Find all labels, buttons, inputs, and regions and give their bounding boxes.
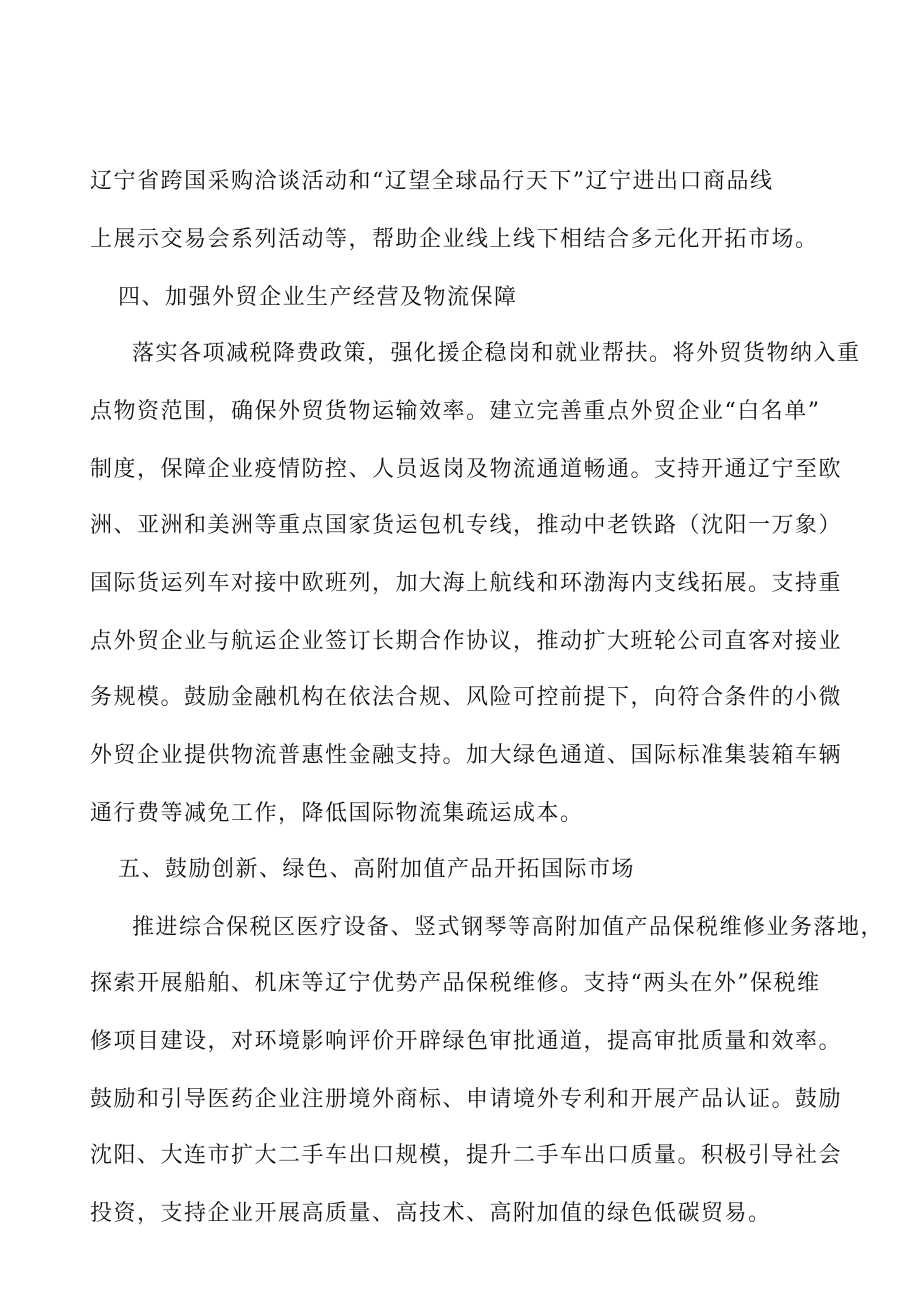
paragraph-line: 推进综合保税区医疗设备、竖式钢琴等高附加值产品保税维修业务落地，	[132, 915, 885, 940]
paragraph-line: 沈阳、大连市扩大二手车出口规模，提升二手车出口质量。积极引导社会	[90, 1143, 843, 1168]
paragraph-line: 通行费等减免工作，降低国际物流集疏运成本。	[90, 801, 584, 826]
paragraph-line: 点外贸企业与航运企业签订长期合作协议，推动扩大班轮公司直客对接业	[90, 629, 843, 654]
paragraph-line: 辽宁省跨国采购洽谈活动和“辽望全球品行天下”辽宁进出口商品线	[90, 169, 774, 194]
paragraph-line: 制度，保障企业疫情防控、人员返岗及物流通道畅通。支持开通辽宁至欧	[90, 457, 843, 482]
paragraph-line: 鼓励和引导医药企业注册境外商标、申请境外专利和开展产品认证。鼓励	[90, 1087, 843, 1112]
paragraph-line: 外贸企业提供物流普惠性金融支持。加大绿色通道、国际标准集装箱车辆	[90, 743, 843, 768]
paragraph-line: 探索开展船舶、机床等辽宁优势产品保税维修。支持“两头在外”保税维	[90, 971, 821, 996]
paragraph-line: 投资，支持企业开展高质量、高技术、高附加值的绿色低碳贸易。	[90, 1201, 772, 1226]
section-heading-5: 五、鼓励创新、绿色、高附加值产品开拓国际市场	[118, 857, 636, 882]
paragraph-line: 落实各项减税降费政策，强化援企稳岗和就业帮扶。将外贸货物纳入重	[132, 341, 861, 366]
paragraph-line: 洲、亚洲和美洲等重点国家货运包机专线，推动中老铁路（沈阳一万象）	[90, 513, 843, 538]
section-heading-4: 四、加强外贸企业生产经营及物流保障	[118, 285, 518, 310]
paragraph-line: 修项目建设，对环境影响评价开辟绿色审批通道，提高审批质量和效率。	[90, 1029, 843, 1054]
paragraph-line: 务规模。鼓励金融机构在依法合规、风险可控前提下，向符合条件的小微	[90, 685, 843, 710]
paragraph-line: 点物资范围，确保外贸货物运输效率。建立完善重点外贸企业“白名单”	[90, 399, 821, 424]
paragraph-line: 国际货运列车对接中欧班列，加大海上航线和环渤海内支线拓展。支持重	[90, 571, 843, 596]
paragraph-line: 上展示交易会系列活动等，帮助企业线上线下相结合多元化开拓市场。	[90, 227, 819, 252]
